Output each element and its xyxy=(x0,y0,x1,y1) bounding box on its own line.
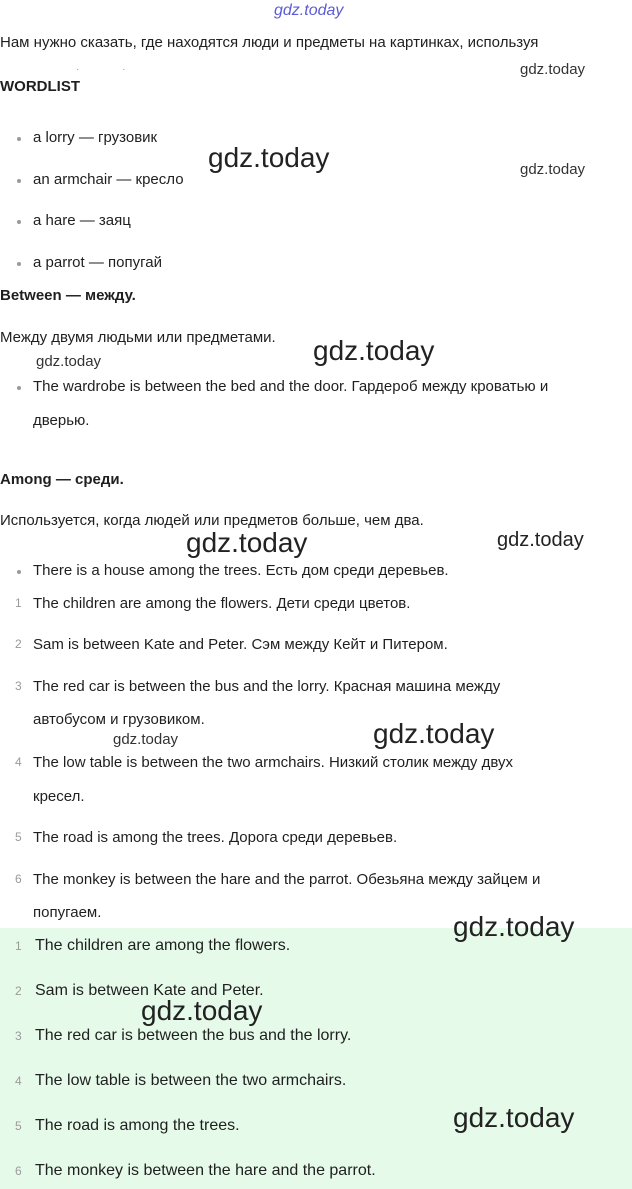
item-number: 3 xyxy=(15,679,22,693)
item-number: 6 xyxy=(15,872,22,886)
watermark: gdz.today xyxy=(113,731,179,748)
decorative-dots: · · xyxy=(76,64,146,75)
wordlist-item-text: an armchair — кресло xyxy=(33,171,184,188)
answer-text: The monkey is between the hare and the parrot. xyxy=(35,1162,376,1179)
watermark: gdz.today xyxy=(313,335,435,366)
item-text: Sam is between Kate and Peter. Сэм между Кейт и Питером. xyxy=(33,636,448,653)
intro-text: Нам нужно сказать, где находятся люди и предметы на картинках, используя xyxy=(0,34,539,51)
bullet-icon xyxy=(17,179,21,183)
item-text: The low table is between the two armchairs. Низкий столик между двух xyxy=(33,754,513,771)
item-number: 5 xyxy=(15,830,22,844)
answer-text: Sam is between Kate and Peter. xyxy=(35,982,264,999)
watermark: gdz.today xyxy=(453,1102,575,1133)
item-text-continued: кресел. xyxy=(33,788,85,805)
watermark: gdz.today xyxy=(36,353,102,370)
answer-text: The low table is between the two armchairs. xyxy=(35,1072,347,1089)
answer-text: The red car is between the bus and the lorry. xyxy=(35,1027,352,1044)
watermark: gdz.today xyxy=(373,718,495,749)
wordlist-item-text: a parrot — попугай xyxy=(33,254,162,271)
item-number: 3 xyxy=(15,1029,22,1043)
item-text-continued: попугаем. xyxy=(33,904,102,921)
watermark-top: gdz.today xyxy=(274,2,344,19)
wordlist-heading: WORDLIST xyxy=(0,78,80,95)
answer-box xyxy=(0,928,632,1189)
watermark: gdz.today xyxy=(186,527,308,558)
watermark: gdz.today xyxy=(520,161,586,178)
bullet-icon xyxy=(17,137,21,141)
watermark: gdz.today xyxy=(208,142,330,173)
item-text: The red car is between the bus and the lorry. Красная машина между xyxy=(33,678,501,695)
wordlist-item-text: a hare — заяц xyxy=(33,212,131,229)
among-description: Используется, когда людей или предметов больше, чем два. xyxy=(0,512,424,529)
item-number: 5 xyxy=(15,1119,22,1133)
among-heading: Among — среди. xyxy=(0,471,124,488)
item-text: The monkey is between the hare and the parrot. Обезьяна между зайцем и xyxy=(33,871,541,888)
watermark: gdz.today xyxy=(520,61,586,78)
item-number: 1 xyxy=(15,596,22,610)
example-text: There is a house among the trees. Есть дом среди деревьев. xyxy=(33,562,449,579)
between-heading: Between — между. xyxy=(0,287,136,304)
answer-text: The children are among the flowers. xyxy=(35,937,291,954)
item-number: 4 xyxy=(15,1074,22,1088)
item-number: 1 xyxy=(15,939,22,953)
watermark: gdz.today xyxy=(453,911,575,942)
bullet-icon xyxy=(17,220,21,224)
item-text-continued: автобусом и грузовиком. xyxy=(33,711,205,728)
item-number: 2 xyxy=(15,984,22,998)
example-text: The wardrobe is between the bed and the door. Гардероб между кроватью и xyxy=(33,378,549,395)
example-text-continued: дверью. xyxy=(33,412,90,429)
bullet-icon xyxy=(17,570,21,574)
bullet-icon xyxy=(17,262,21,266)
between-description: Между двумя людьми или предметами. xyxy=(0,329,276,346)
item-number: 2 xyxy=(15,637,22,651)
item-number: 4 xyxy=(15,755,22,769)
bullet-icon xyxy=(17,386,21,390)
item-text: The children are among the flowers. Дети среди цветов. xyxy=(33,595,411,612)
item-text: The road is among the trees. Дорога среди деревьев. xyxy=(33,829,398,846)
wordlist-item-text: a lorry — грузовик xyxy=(33,129,158,146)
watermark: gdz.today xyxy=(497,529,584,551)
answer-text: The road is among the trees. xyxy=(35,1117,240,1134)
watermark: gdz.today xyxy=(141,995,263,1026)
item-number: 6 xyxy=(15,1164,22,1178)
